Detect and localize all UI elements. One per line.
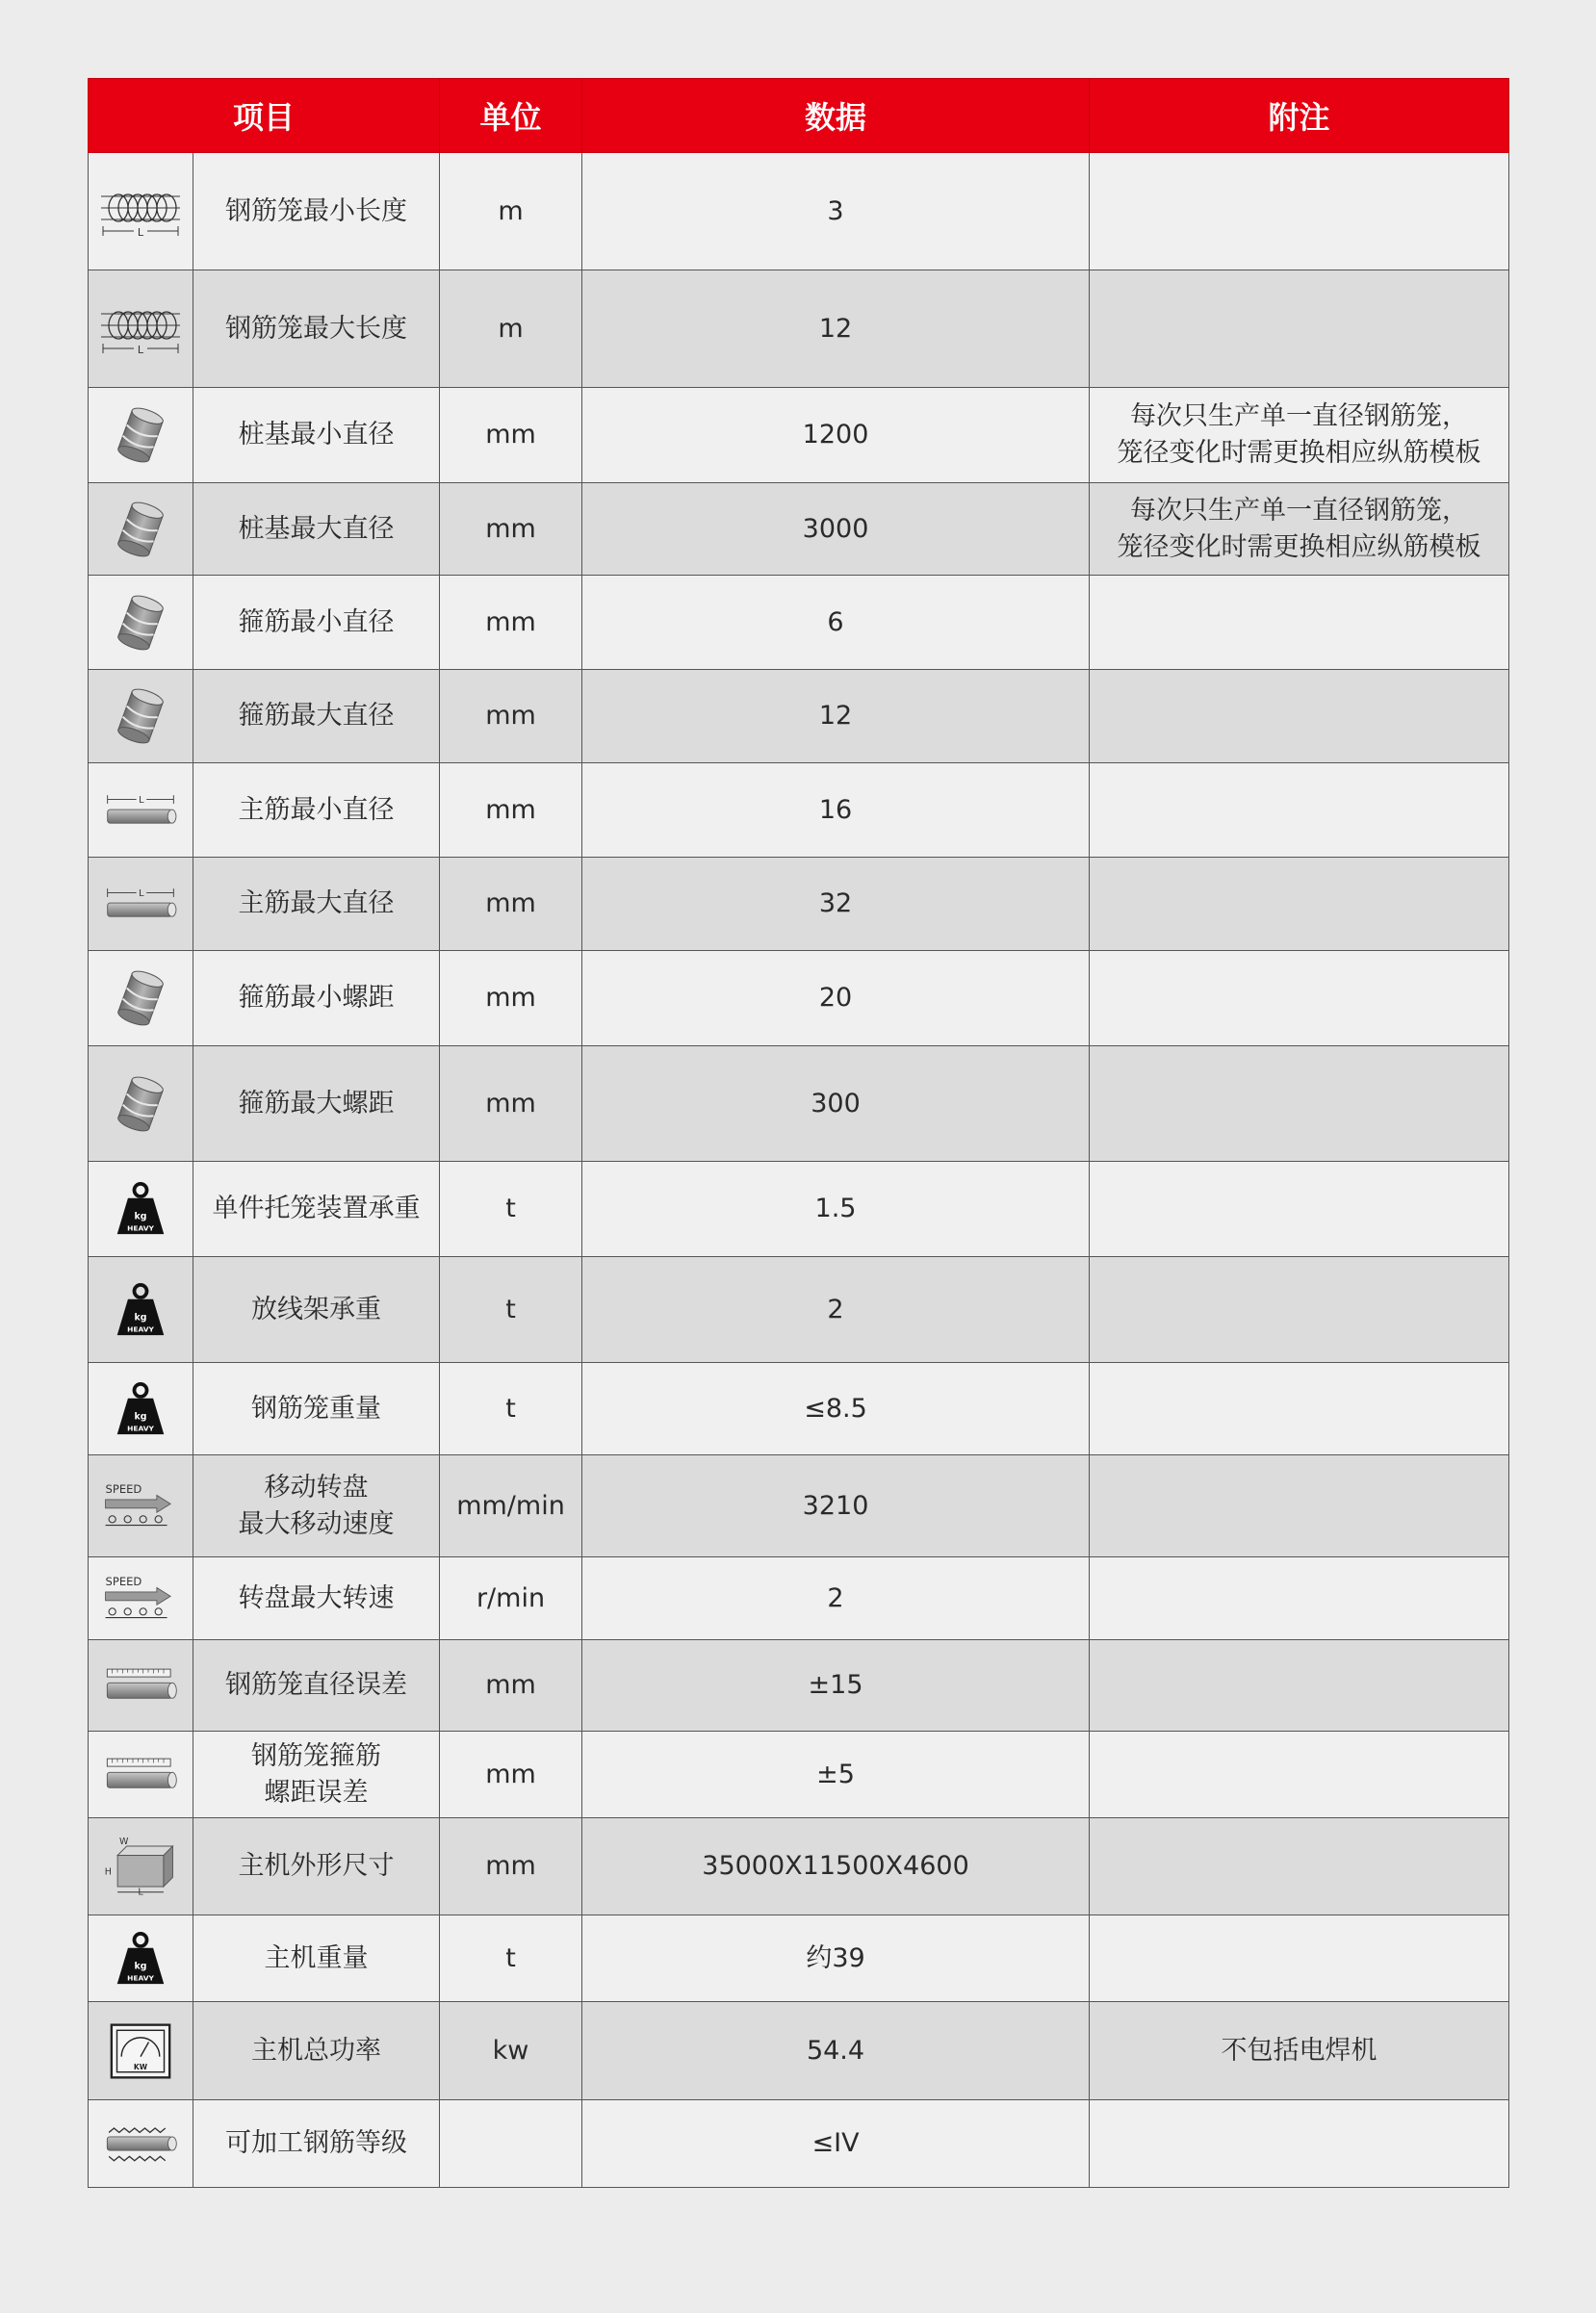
note — [1090, 1257, 1509, 1363]
item-name: 钢筋笼重量 — [193, 1363, 440, 1455]
item-name: 主筋最大直径 — [193, 858, 440, 951]
unit: m — [440, 270, 582, 388]
table-row — [89, 2002, 1509, 2100]
item-name: 移动转盘 最大移动速度 — [193, 1455, 440, 1557]
box-dimension-icon — [99, 1837, 182, 1896]
note — [1090, 1818, 1509, 1915]
value: 16 — [582, 763, 1090, 858]
table-row — [89, 1257, 1509, 1363]
note: 每次只生产单一直径钢筋笼， 笼径变化时需更换相应纵筋模板 — [1090, 388, 1509, 483]
table-row — [89, 858, 1509, 951]
unit: mm — [440, 670, 582, 763]
note — [1090, 2100, 1509, 2188]
value: 20 — [582, 951, 1090, 1046]
note — [1090, 763, 1509, 858]
unit: mm — [440, 483, 582, 576]
item-name: 箍筋最小直径 — [193, 576, 440, 670]
value: 3 — [582, 153, 1090, 270]
note — [1090, 1915, 1509, 2002]
item-name: 箍筋最大螺距 — [193, 1046, 440, 1162]
ruler-bar-icon — [102, 1663, 179, 1708]
cylinder-icon — [112, 589, 169, 656]
table-row — [89, 670, 1509, 763]
note — [1090, 1640, 1509, 1732]
item-name: 可加工钢筋等级 — [193, 2100, 440, 2188]
table-row — [89, 483, 1509, 576]
table-row — [89, 270, 1509, 388]
cylinder-icon — [112, 964, 169, 1032]
weight-icon — [114, 1380, 167, 1438]
cylinder-icon — [112, 401, 169, 469]
speed-icon — [102, 1573, 179, 1625]
speed-icon — [102, 1480, 179, 1532]
power-meter-icon — [109, 2021, 172, 2081]
value: ±5 — [582, 1732, 1090, 1818]
unit: mm — [440, 951, 582, 1046]
table-row — [89, 576, 1509, 670]
item-name: 放线架承重 — [193, 1257, 440, 1363]
note — [1090, 951, 1509, 1046]
unit: mm — [440, 858, 582, 951]
unit: mm — [440, 1640, 582, 1732]
item-name: 单件托笼装置承重 — [193, 1162, 440, 1257]
note — [1090, 1455, 1509, 1557]
note — [1090, 1557, 1509, 1640]
item-name: 钢筋笼箍筋 螺距误差 — [193, 1732, 440, 1818]
weight-icon — [114, 1281, 167, 1339]
item-name: 桩基最大直径 — [193, 483, 440, 576]
note — [1090, 1162, 1509, 1257]
unit: t — [440, 1162, 582, 1257]
value: ≤IV — [582, 2100, 1090, 2188]
unit: mm — [440, 763, 582, 858]
cage-coil-icon — [97, 183, 184, 241]
value: 3210 — [582, 1455, 1090, 1557]
item-name: 主机外形尺寸 — [193, 1818, 440, 1915]
item-name: 主机总功率 — [193, 2002, 440, 2100]
note — [1090, 670, 1509, 763]
unit: mm — [440, 1818, 582, 1915]
item-name: 钢筋笼直径误差 — [193, 1640, 440, 1732]
item-name: 主筋最小直径 — [193, 763, 440, 858]
header-data: 数据 — [582, 79, 1090, 153]
note — [1090, 576, 1509, 670]
value: 12 — [582, 270, 1090, 388]
item-name: 钢筋笼最大长度 — [193, 270, 440, 388]
table-row — [89, 2100, 1509, 2188]
bar-length-icon — [102, 789, 179, 832]
item-name: 钢筋笼最小长度 — [193, 153, 440, 270]
item-name: 桩基最小直径 — [193, 388, 440, 483]
header-unit: 单位 — [440, 79, 582, 153]
table-row — [89, 153, 1509, 270]
table-row — [89, 1363, 1509, 1455]
note — [1090, 858, 1509, 951]
header-item: 项目 — [89, 79, 440, 153]
rebar-grade-icon — [102, 2121, 179, 2166]
table-row — [89, 1915, 1509, 2002]
item-name: 主机重量 — [193, 1915, 440, 2002]
table-row — [89, 1557, 1509, 1640]
value: ±15 — [582, 1640, 1090, 1732]
table-row — [89, 951, 1509, 1046]
unit: mm — [440, 1046, 582, 1162]
bar-length-icon — [102, 883, 179, 925]
value: 54.4 — [582, 2002, 1090, 2100]
unit — [440, 2100, 582, 2188]
weight-icon — [114, 1180, 167, 1238]
item-name: 箍筋最大直径 — [193, 670, 440, 763]
value: 1200 — [582, 388, 1090, 483]
cylinder-icon — [112, 496, 169, 563]
note — [1090, 270, 1509, 388]
unit: mm — [440, 388, 582, 483]
unit: kw — [440, 2002, 582, 2100]
table-row — [89, 763, 1509, 858]
weight-icon — [114, 1930, 167, 1988]
unit: m — [440, 153, 582, 270]
note — [1090, 153, 1509, 270]
value: 35000X11500X4600 — [582, 1818, 1090, 1915]
table-row — [89, 388, 1509, 483]
value: 32 — [582, 858, 1090, 951]
cylinder-icon — [112, 682, 169, 750]
value: ≤8.5 — [582, 1363, 1090, 1455]
cage-coil-icon — [97, 300, 184, 358]
table-row — [89, 1640, 1509, 1732]
table-header — [89, 79, 1509, 153]
note — [1090, 1732, 1509, 1818]
header-note: 附注 — [1090, 79, 1509, 153]
value: 12 — [582, 670, 1090, 763]
value: 6 — [582, 576, 1090, 670]
unit: r/min — [440, 1557, 582, 1640]
unit: mm/min — [440, 1455, 582, 1557]
value: 2 — [582, 1557, 1090, 1640]
note — [1090, 1363, 1509, 1455]
note: 不包括电焊机 — [1090, 2002, 1509, 2100]
table-row — [89, 1455, 1509, 1557]
table-row — [89, 1818, 1509, 1915]
value: 约39 — [582, 1915, 1090, 2002]
table-row — [89, 1046, 1509, 1162]
note: 每次只生产单一直径钢筋笼， 笼径变化时需更换相应纵筋模板 — [1090, 483, 1509, 576]
value: 300 — [582, 1046, 1090, 1162]
table-row — [89, 1162, 1509, 1257]
unit: t — [440, 1363, 582, 1455]
value: 2 — [582, 1257, 1090, 1363]
cylinder-icon — [112, 1070, 169, 1138]
item-name: 转盘最大转速 — [193, 1557, 440, 1640]
note — [1090, 1046, 1509, 1162]
unit: t — [440, 1915, 582, 2002]
unit: mm — [440, 1732, 582, 1818]
value: 1.5 — [582, 1162, 1090, 1257]
item-name: 箍筋最小螺距 — [193, 951, 440, 1046]
table-row — [89, 1732, 1509, 1818]
spec-table — [88, 78, 1509, 2188]
unit: t — [440, 1257, 582, 1363]
ruler-bar-icon — [102, 1753, 179, 1797]
unit: mm — [440, 576, 582, 670]
value: 3000 — [582, 483, 1090, 576]
